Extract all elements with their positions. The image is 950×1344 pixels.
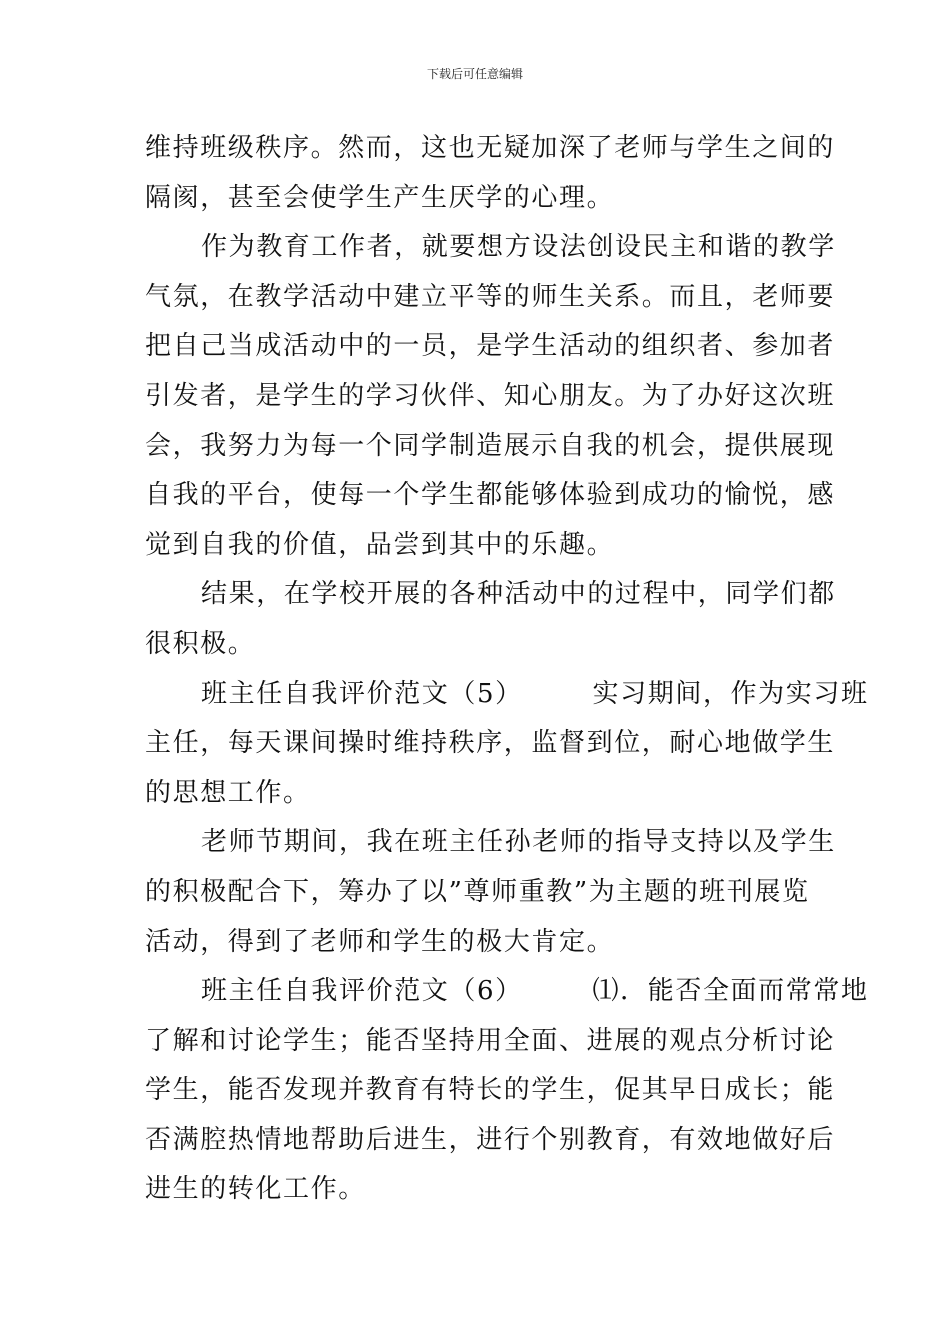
- paragraph-start-line: 老师节期间，我在班主任孙老师的指导支持以及学生: [201, 827, 836, 858]
- text-line: 把自己当成活动中的一员，是学生活动的组织者、参加者: [145, 331, 836, 362]
- text-line: 隔阂，甚至会使学生产生厌学的心理。: [145, 182, 615, 213]
- section-heading-line: 班主任自我评价范文（6） ⑴．能否全面而常常地: [201, 976, 869, 1007]
- text-line: 觉到自我的价值，品尝到其中的乐趣。: [145, 529, 615, 560]
- text-line: 进生的转化工作。: [145, 1174, 366, 1205]
- text-line: 引发者，是学生的学习伙伴、知心朋友。为了办好这次班: [145, 380, 836, 411]
- paragraph-start-line: 作为教育工作者，就要想方设法创设民主和谐的教学: [201, 232, 836, 263]
- text-line: 气氛，在教学活动中建立平等的师生关系。而且，老师要: [145, 281, 836, 312]
- text-line: 很积极。: [145, 628, 256, 659]
- text-line: 学生，能否发现并教育有特长的学生，促其早日成长；能: [145, 1075, 836, 1106]
- page-header: 下载后可任意编辑: [426, 67, 523, 81]
- text-line: 的积极配合下，筹办了以”尊师重教”为主题的班刊展览: [145, 876, 810, 907]
- text-line: 的思想工作。: [145, 777, 311, 808]
- text-line: 主任，每天课间操时维持秩序，监督到位，耐心地做学生: [145, 728, 836, 759]
- text-line: 会，我努力为每一个同学制造展示自我的机会，提供展现: [145, 430, 836, 461]
- section-heading-line: 班主任自我评价范文（5） 实习期间，作为实习班: [201, 678, 869, 709]
- document-body: [145, 124, 869, 1215]
- text-line: 维持班级秩序。然而，这也无疑加深了老师与学生之间的: [145, 133, 836, 163]
- text-line: 否满腔热情地帮助后进生，进行个别教育，有效地做好后: [145, 1124, 836, 1155]
- text-line: 了解和讨论学生；能否坚持用全面、进展的观点分析讨论: [145, 1025, 836, 1056]
- text-line: 活动，得到了老师和学生的极大肯定。: [145, 926, 615, 957]
- text-line: 自我的平台，使每一个学生都能够体验到成功的愉悦，感: [145, 480, 836, 511]
- paragraph-start-line: 结果，在学校开展的各种活动中的过程中，同学们都: [201, 579, 836, 610]
